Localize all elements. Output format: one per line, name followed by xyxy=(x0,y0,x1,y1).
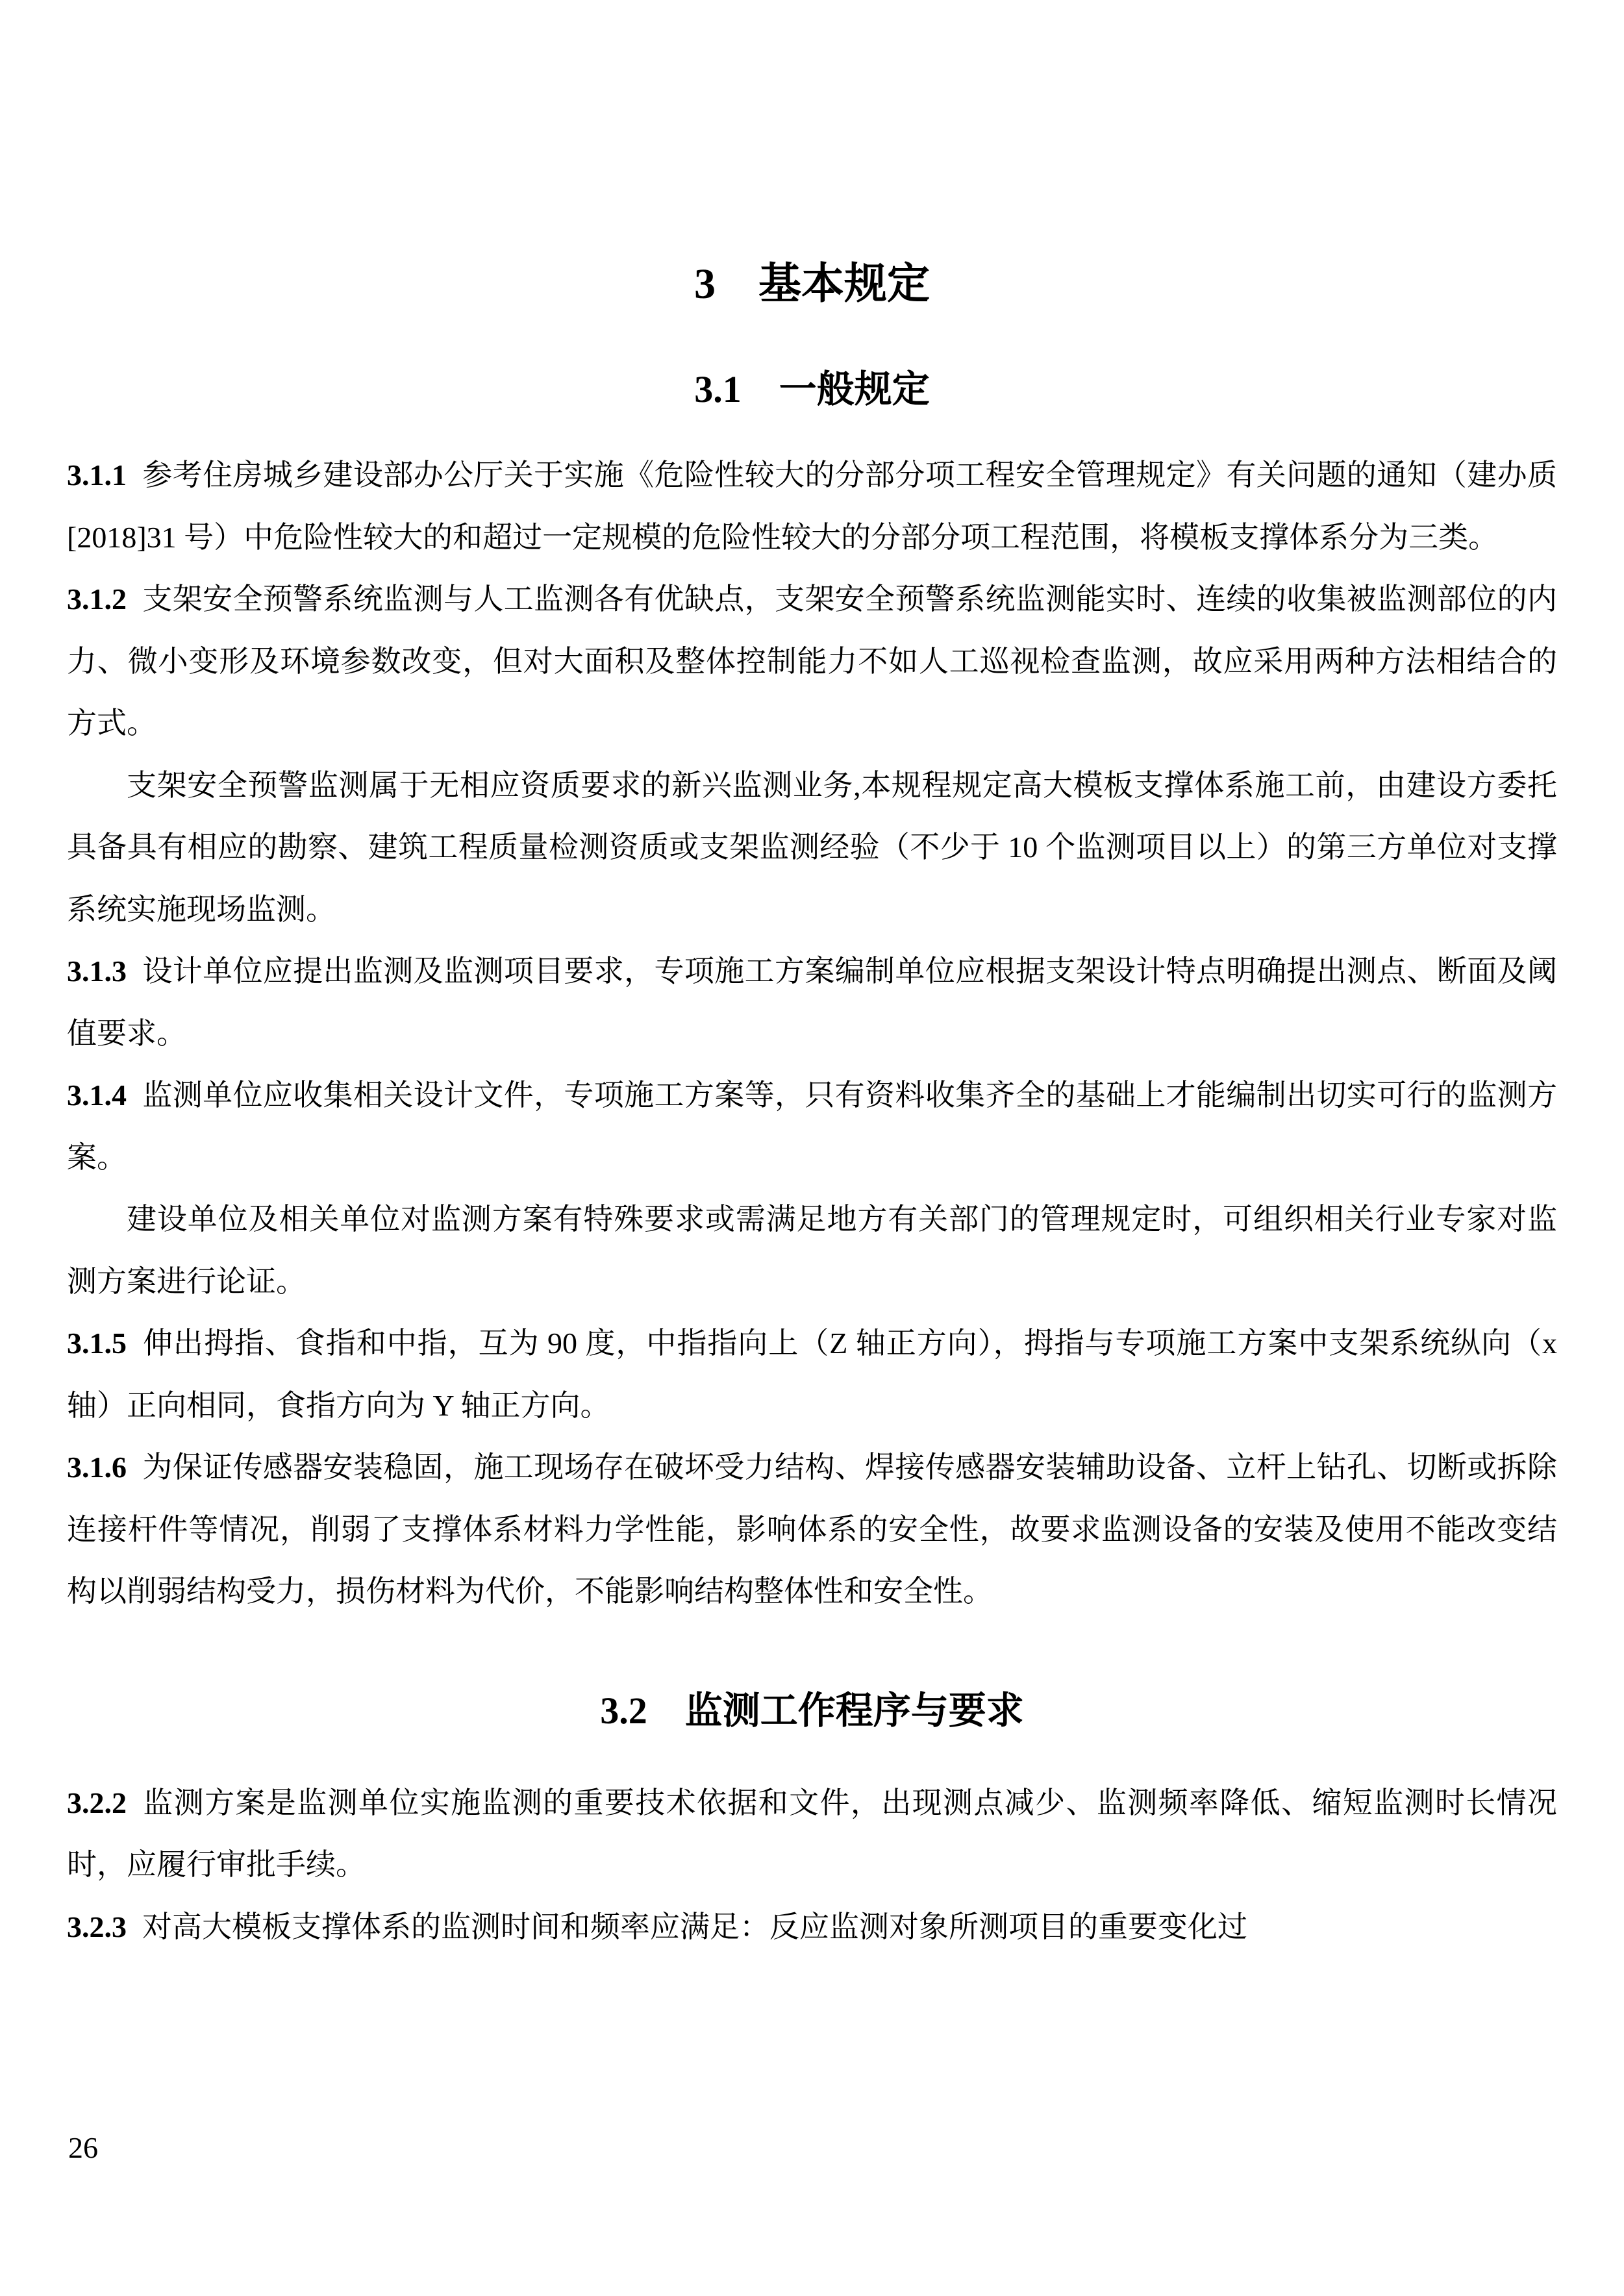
clause-text: 参考住房城乡建设部办公厅关于实施《危险性较大的分部分项工程安全管理规定》有关问题的通知（建办质[2018]31 号）中危险性较大的和超过一定规模的危险性较大的分部分项工程范围，将模板支撑体系分为三类。 xyxy=(67,458,1557,554)
clause-text: 为保证传感器安装稳固，施工现场存在破坏受力结构、焊接传感器安装辅助设备、立杆上钻孔、切断或拆除连接杆件等情况，削弱了支撑体系材料力学性能，影响体系的安全性，故要求监测设备的安装及使用不能改变结构以削弱结构受力，损伤材料为代价，不能影响结构整体性和安全性。 xyxy=(67,1451,1557,1608)
clause-number: 3.1.4 xyxy=(67,1079,127,1112)
paragraph-3-1-1 xyxy=(67,444,1557,568)
section-3-1-body xyxy=(67,444,1557,1623)
clause-text: 支架安全预警监测属于无相应资质要求的新兴监测业务,本规程规定高大模板支撑体系施工前，由建设方委托具备具有相应的勘察、建筑工程质量检测资质或支架监测经验（不少于 10 个监测项目以上）的第三方单位对支撑系统实施现场监测。 xyxy=(67,768,1557,926)
paragraph-3-1-5 xyxy=(67,1312,1557,1436)
clause-number: 3.1.1 xyxy=(67,458,127,492)
clause-number: 3.2.3 xyxy=(67,1910,127,1943)
clause-number: 3.2.2 xyxy=(67,1786,127,1819)
section-heading-3-2: 3.2 监测工作程序与要求 xyxy=(600,1689,1024,1732)
clause-number: 3.1.3 xyxy=(67,955,127,988)
paragraph-3-2-2 xyxy=(67,1772,1557,1896)
clause-text: 设计单位应提出监测及监测项目要求，专项施工方案编制单位应根据支架设计特点明确提出测点、断面及阈值要求。 xyxy=(67,955,1557,1050)
paragraph-3-2-3 xyxy=(67,1896,1557,1958)
paragraph-3-1-4-note xyxy=(67,1188,1557,1312)
clause-number: 3.1.5 xyxy=(67,1327,127,1360)
paragraph-3-1-2-note xyxy=(67,755,1557,941)
page-number: 26 xyxy=(68,2131,98,2164)
section-3-2-body xyxy=(67,1772,1557,1958)
clause-text: 对高大模板支撑体系的监测时间和频率应满足：反应监测对象所测项目的重要变化过 xyxy=(142,1910,1247,1943)
paragraph-3-1-2 xyxy=(67,568,1557,755)
clause-text: 支架安全预警系统监测与人工监测各有优缺点，支架安全预警系统监测能实时、连续的收集被监测部位的内力、微小变形及环境参数改变，但对大面积及整体控制能力不如人工巡视检查监测，故应采用两种方法相结合的方式。 xyxy=(67,582,1557,740)
clause-text: 监测方案是监测单位实施监测的重要技术依据和文件，出现测点减少、监测频率降低、缩短监测时长情况时，应履行审批手续。 xyxy=(67,1786,1557,1881)
clause-text: 建设单位及相关单位对监测方案有特殊要求或需满足地方有关部门的管理规定时，可组织相关行业专家对监测方案进行论证。 xyxy=(67,1203,1557,1298)
clause-number: 3.1.6 xyxy=(67,1451,127,1484)
clause-text: 伸出拇指、食指和中指，互为 90 度，中指指向上（Z 轴正方向），拇指与专项施工方案中支架系统纵向（x 轴）正向相同，食指方向为 Y 轴正方向。 xyxy=(67,1327,1557,1422)
paragraph-3-1-6 xyxy=(67,1436,1557,1623)
paragraph-3-1-3 xyxy=(67,940,1557,1064)
clause-text: 监测单位应收集相关设计文件，专项施工方案等，只有资料收集齐全的基础上才能编制出切实可行的监测方案。 xyxy=(67,1079,1557,1174)
paragraph-3-1-4 xyxy=(67,1064,1557,1188)
section-heading-3-1: 3.1 一般规定 xyxy=(694,368,930,410)
chapter-title: 3 基本规定 xyxy=(694,260,930,308)
clause-number: 3.1.2 xyxy=(67,582,127,616)
